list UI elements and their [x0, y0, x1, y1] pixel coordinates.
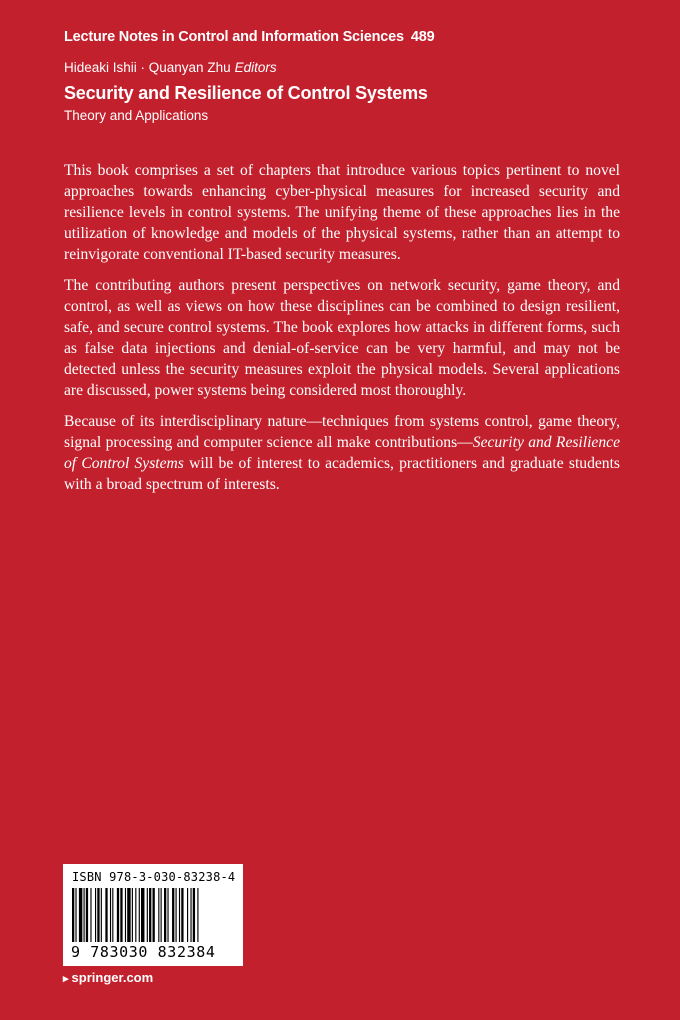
barcode-bar: [120, 888, 122, 942]
barcode-bar: [187, 888, 188, 942]
barcode-bar: [101, 888, 102, 942]
barcode-bar: [181, 888, 183, 942]
blurb: [64, 160, 620, 505]
barcode-bar: [112, 888, 113, 942]
barcode-bar: [127, 888, 130, 942]
barcode-icon: [72, 888, 234, 942]
isbn-barcode-box: [63, 864, 243, 966]
barcode-bar: [90, 888, 91, 942]
barcode-bar: [164, 888, 166, 942]
editors-line: [64, 60, 277, 75]
barcode-bar: [193, 888, 195, 942]
barcode-bar: [86, 888, 88, 942]
barcode-bar: [110, 888, 111, 942]
arrow-right-icon: ▸: [63, 973, 69, 985]
isbn-digits: 9 783030 832384: [71, 943, 216, 961]
barcode-bar: [117, 888, 119, 942]
editor-names: Hideaki Ishii · Quanyan Zhu: [64, 60, 231, 75]
editors-role: Editors: [234, 60, 277, 75]
publisher-url: springer.com: [71, 970, 154, 985]
barcode-bar: [84, 888, 85, 942]
blurb-paragraph-3: [64, 411, 620, 495]
blurb-paragraph-1: This book comprises a set of chapters that introduce various topics pertinent to novel approaches towards enhancing cyber-physical measures for increased security and resilience levels in control systems. The unifying theme of these approaches lies in the utilization of knowledge and models of the physical systems, rather than an attempt to reinvigorate conventional IT-based security measures.: [64, 162, 620, 263]
barcode-bar: [158, 888, 159, 942]
series-line: [64, 29, 434, 45]
publisher-link[interactable]: [63, 970, 153, 985]
isbn-label: ISBN 978-3-030-83238-4: [72, 870, 236, 884]
barcode-bar: [141, 888, 144, 942]
blurb-p3-start: Because of its interdisciplinary nature—techniques from systems control, game theory, signal processing and computer science all make contributions—: [64, 413, 620, 451]
barcode-bar: [95, 888, 96, 942]
barcode-bar: [172, 888, 174, 942]
barcode-bar: [197, 888, 198, 942]
barcode-bar: [139, 888, 140, 942]
book-subtitle: Theory and Applications: [64, 108, 209, 123]
barcode-bar: [72, 888, 74, 942]
barcode-bar: [105, 888, 107, 942]
blurb-p3-book-title: Security and Resilience of Control Systems: [64, 434, 620, 472]
barcode-bar: [179, 888, 180, 942]
blurb-p3-end: will be of interest to academics, practitioners and graduate students with a broad spectrum of interests.: [64, 455, 620, 493]
barcode-bar: [135, 888, 136, 942]
barcode-bar: [161, 888, 162, 942]
barcode-bar: [97, 888, 99, 942]
barcode-bar: [167, 888, 168, 942]
blurb-paragraph-2: The contributing authors present perspectives on network security, game theory, and control, as well as views on how these disciplines can be combined to design resilient, safe, and secure control systems. The book explores how attacks in different forms, such as false data injections and denial-of-service can be very harmful, and may not be detected unless the security measures exploit the physical models. Several applications are discussed, power systems being considered most thoroughly.: [64, 277, 620, 399]
barcode-bar: [147, 888, 148, 942]
barcode-bar: [132, 888, 133, 942]
barcode-bar: [153, 888, 155, 942]
series-number: 489: [410, 29, 435, 45]
barcode-bar: [125, 888, 126, 942]
barcode-bar: [79, 888, 82, 942]
series-name: Lecture Notes in Control and Information Sciences: [64, 29, 404, 45]
barcode-bar: [75, 888, 76, 942]
barcode-bar: [149, 888, 151, 942]
book-title: Security and Resilience of Control Systems: [64, 83, 428, 103]
barcode-bar: [176, 888, 177, 942]
barcode-bar: [190, 888, 191, 942]
